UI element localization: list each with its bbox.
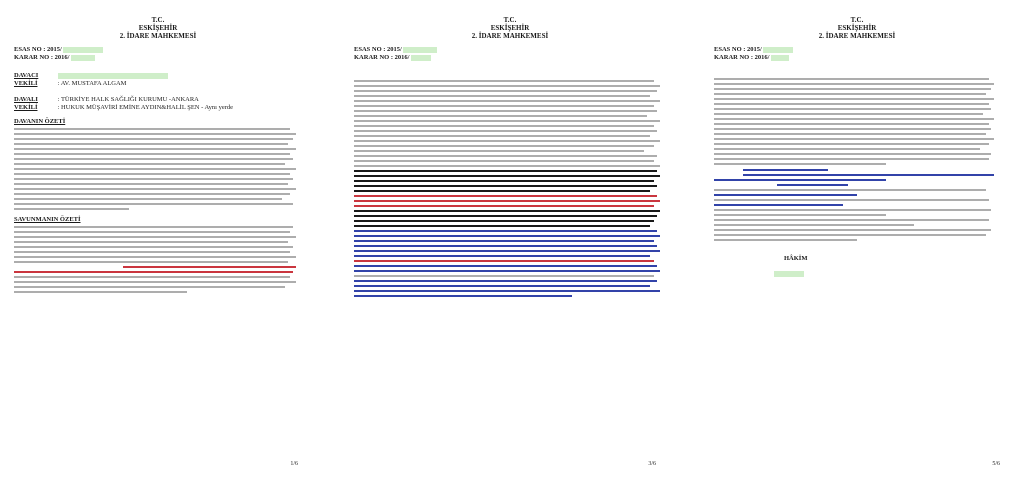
page-2 <box>340 0 680 483</box>
esas-no: ESAS NO : 2015/ <box>714 46 762 53</box>
esas-no: ESAS NO : 2015/ <box>354 46 402 53</box>
header-court: 2. İDARE MAHKEMESİ <box>119 32 197 40</box>
redaction-highlight <box>71 55 95 61</box>
parties <box>14 72 302 112</box>
davali-label: DAVALI <box>14 96 38 103</box>
header-city: ESKİŞEHİR <box>138 24 178 32</box>
body-text-block <box>714 78 1000 165</box>
case-numbers <box>354 46 666 62</box>
header-tc: T.C. <box>850 16 864 24</box>
redaction-highlight <box>63 47 103 53</box>
decision-list <box>714 169 1000 241</box>
esas-no: ESAS NO : 2015/ <box>14 46 62 53</box>
body-text-block <box>354 80 666 297</box>
header-city: ESKİŞEHİR <box>490 24 530 32</box>
court-header <box>714 16 1000 40</box>
savunma-text-block <box>14 226 302 293</box>
header-court: 2. İDARE MAHKEMESİ <box>818 32 896 40</box>
redaction-highlight <box>403 47 437 53</box>
redaction-highlight <box>411 55 431 61</box>
page-number: 5/6 <box>992 461 1000 467</box>
redaction-highlight <box>771 55 789 61</box>
ozet-text-block <box>14 128 302 210</box>
davali-vekili-label: VEKİLİ <box>14 104 38 111</box>
header-court: 2. İDARE MAHKEMESİ <box>471 32 549 40</box>
page-number: 3/6 <box>648 461 656 467</box>
karar-no: KARAR NO : 2016/ <box>714 54 770 61</box>
karar-no: KARAR NO : 2016/ <box>14 54 70 61</box>
section-savunma-title: SAVUNMANIN ÖZETİ <box>14 216 81 223</box>
redaction-highlight <box>774 271 804 277</box>
davali-vekili-value: : HUKUK MÜŞAVİRİ EMİNE AYDIN&HALİL ŞEN - Aynı yerde <box>57 104 234 111</box>
vekili-value: : AV. MUSTAFA ALGAM <box>57 80 127 87</box>
hakim-signature: HÂKİM <box>784 255 808 262</box>
vekili-label: VEKİLİ <box>14 80 38 87</box>
case-numbers <box>714 46 1000 62</box>
header-tc: T.C. <box>503 16 517 24</box>
page-1 <box>0 0 322 483</box>
redaction-highlight <box>763 47 793 53</box>
header-tc: T.C. <box>151 16 165 24</box>
karar-no: KARAR NO : 2016/ <box>354 54 410 61</box>
page-number: 1/6 <box>290 461 298 467</box>
case-numbers <box>14 46 302 62</box>
redaction-highlight <box>58 73 168 79</box>
page-3 <box>700 0 1024 483</box>
header-city: ESKİŞEHİR <box>837 24 877 32</box>
davali-value: : TÜRKİYE HALK SAĞLIĞI KURUMU -ANKARA <box>57 96 199 103</box>
court-header <box>354 16 666 40</box>
davaci-label: DAVACI <box>14 72 39 79</box>
section-ozet-title: DAVANIN ÖZETİ <box>14 118 66 125</box>
court-header <box>14 16 302 40</box>
